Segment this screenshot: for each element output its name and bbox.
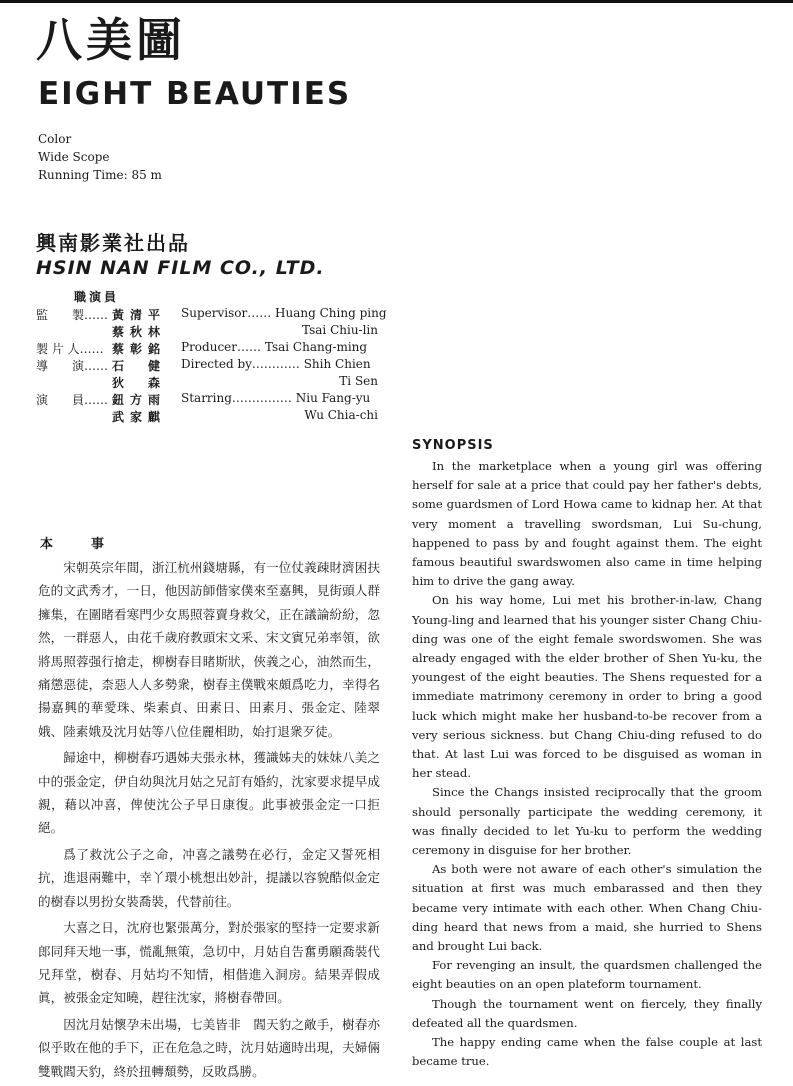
story-paragraph: 因沈月姑懷孕未出場，七美皆非 閻天豹之敵手，樹春亦似乎敗在他的手下，正在危急之時，沈月姑適時出現，夫婦倆雙戰閻天豹，終於扭轉頹勢，反敗爲勝。 bbox=[38, 1016, 380, 1079]
credit-row-director bbox=[36, 357, 378, 374]
credit-name: 狄 森 bbox=[112, 376, 167, 390]
credit-english: Supervisor…… Huang Ching ping bbox=[181, 306, 387, 320]
credit-row-starring bbox=[36, 391, 378, 408]
credit-name: 石 健 bbox=[112, 359, 167, 373]
credit-name: 蔡秋林 bbox=[112, 325, 167, 339]
title-english: EIGHT BEAUTIES bbox=[38, 76, 352, 112]
company-chinese: 興南影業社出品 bbox=[36, 231, 190, 255]
spec-running-time: Running Time: 85 m bbox=[38, 168, 162, 182]
credit-row-director-2 bbox=[36, 374, 378, 391]
credit-name: 鈕方雨 bbox=[112, 393, 167, 407]
credit-english: Producer…… Tsai Chang-ming bbox=[181, 340, 368, 354]
story-text bbox=[38, 556, 380, 1086]
credit-english: Wu Chia-chi bbox=[304, 408, 378, 422]
credit-role: 監 製…… bbox=[36, 308, 109, 322]
credit-english: Starring…………… Niu Fang-yu bbox=[181, 391, 371, 405]
synopsis-paragraph: In the marketplace when a young girl was offering herself for sale at a price that could pay her father's debts, some guardsmen of Lord Howa came to kidnap her. At that very moment a travelling swordsman, Lui Su-chung, happened to pass by and fought against them. The eight famous beautiful swardswomen also came in time helping him to drive the gang away. bbox=[412, 459, 762, 589]
synopsis-paragraph: Though the tournament went on fiercely, they finally defeated all the quardsmen. bbox=[412, 996, 762, 1030]
credit-name: 蔡彰銘 bbox=[112, 342, 167, 356]
story-heading: 本事 bbox=[40, 537, 143, 552]
credits-heading: 職演員 bbox=[74, 290, 120, 304]
company-english: HSIN NAN FILM CO., LTD. bbox=[36, 257, 325, 279]
credit-row-supervisor-2 bbox=[36, 323, 378, 340]
credits-list bbox=[36, 306, 387, 425]
credit-row-starring-2 bbox=[36, 408, 378, 425]
synopsis-paragraph: As both were not aware of each other's simulation the situation at first was much embarassed and then they became very intimate with each other. When Chang Chiu-ding heard that news from a maid, she hurried to Shens and brought Lui back. bbox=[412, 862, 762, 954]
credit-role: 演 員…… bbox=[36, 393, 109, 407]
film-specs bbox=[38, 130, 162, 184]
credit-name: 黃清平 bbox=[112, 308, 167, 322]
credit-row-producer bbox=[36, 340, 378, 357]
story-paragraph: 歸途中，柳樹春巧遇姊夫張永林，獲識姊夫的妹妹八美之中的張金定，伊自幼與沈月姑之兄訂有婚約，沈家要求提早成親，藉以冲喜，俾使沈公子早日康復。此事被張金定一口拒絕。 bbox=[38, 750, 380, 836]
spec-color: Color bbox=[38, 132, 72, 146]
credit-english: Directed by………… Shih Chien bbox=[181, 357, 371, 371]
synopsis-paragraph: For revenging an insult, the quardsmen challenged the eight beauties on an open plateform tournament. bbox=[412, 958, 762, 992]
credit-row-supervisor bbox=[36, 306, 387, 323]
credit-name: 武家麒 bbox=[112, 410, 167, 424]
credit-english: Ti Sen bbox=[339, 374, 378, 388]
synopsis-heading: SYNOPSIS bbox=[412, 438, 494, 453]
credit-role: 導 演…… bbox=[36, 359, 109, 373]
credit-role: 製 片 人…… bbox=[36, 342, 104, 356]
synopsis-paragraph: Since the Changs insisted reciprocally that the groom should personally participate the wedding ceremony, it was finally decided to let Yu-ku to perform the wedding ceremony in disguise for her brother. bbox=[412, 785, 762, 858]
top-rule bbox=[0, 0, 793, 3]
synopsis-text bbox=[412, 457, 762, 1072]
story-paragraph: 宋朝英宗年間，浙江杭州錢塘縣，有一位仗義疎財濟困扶危的文武秀才，一日，他因訪師偕家僕來至嘉興，見街頭人群擁集，在圍睹看寒門少女馬照蓉賣身救父，正在議論紛紛，忽然，一群惡人，由花千歲府教頭宋文釆、宋文賓兄弟率領，欲將馬照蓉强行搶走，柳樹春目睹斯狀，俠義之心，油然而生，痛懲惡徒，柰惡人人多勢衆，樹春主僕戰來頗爲吃力，幸得名揚嘉興的華愛珠、柴素貞、田素日、田素月、張金定、陸翠娥、陸素娥及沈月姑等八位佳麗相助，始打退衆歹徒。 bbox=[38, 560, 380, 739]
story-paragraph: 大喜之日，沈府也緊張萬分，對於張家的堅持一定要求新郎同拜天地一事，慌亂無策，急切中，月姑自告奮勇願喬裝代兄拜堂，樹春、月姑均不知情，相偕進入洞房。結果弄假成眞，被張金定知曉，趕往沈家，將樹春帶回。 bbox=[38, 920, 380, 1006]
synopsis-paragraph: The happy ending came when the false couple at last became true. bbox=[412, 1035, 762, 1069]
spec-scope: Wide Scope bbox=[38, 150, 110, 164]
credit-english: Tsai Chiu-lin bbox=[301, 323, 378, 337]
synopsis-paragraph: On his way home, Lui met his brother-in-law, Chang Young-ling and learned that his younger sister Chang Chiu-ding was one of the eight female swordswomen. She was already engaged with the elder brother of Shen Yu-ku, the youngest of the eight beauties. The Shens requested for a immediate matrimony ceremony in order to bring a good luck which might make her husband-to-be recover from a very serious sickness. but Chang Chiu-ding refused to do that. At last Lui was forced to be disguised as woman in her stead. bbox=[412, 593, 762, 781]
title-chinese: 八美圖 bbox=[36, 13, 186, 67]
story-paragraph: 爲了救沈公子之命，冲喜之議勢在必行，金定又誓死相抗，進退兩難中，幸丫環小桃想出妙計，提議以容貌酷似金定的樹春以男扮女裝喬裝，代替前往。 bbox=[38, 846, 380, 909]
